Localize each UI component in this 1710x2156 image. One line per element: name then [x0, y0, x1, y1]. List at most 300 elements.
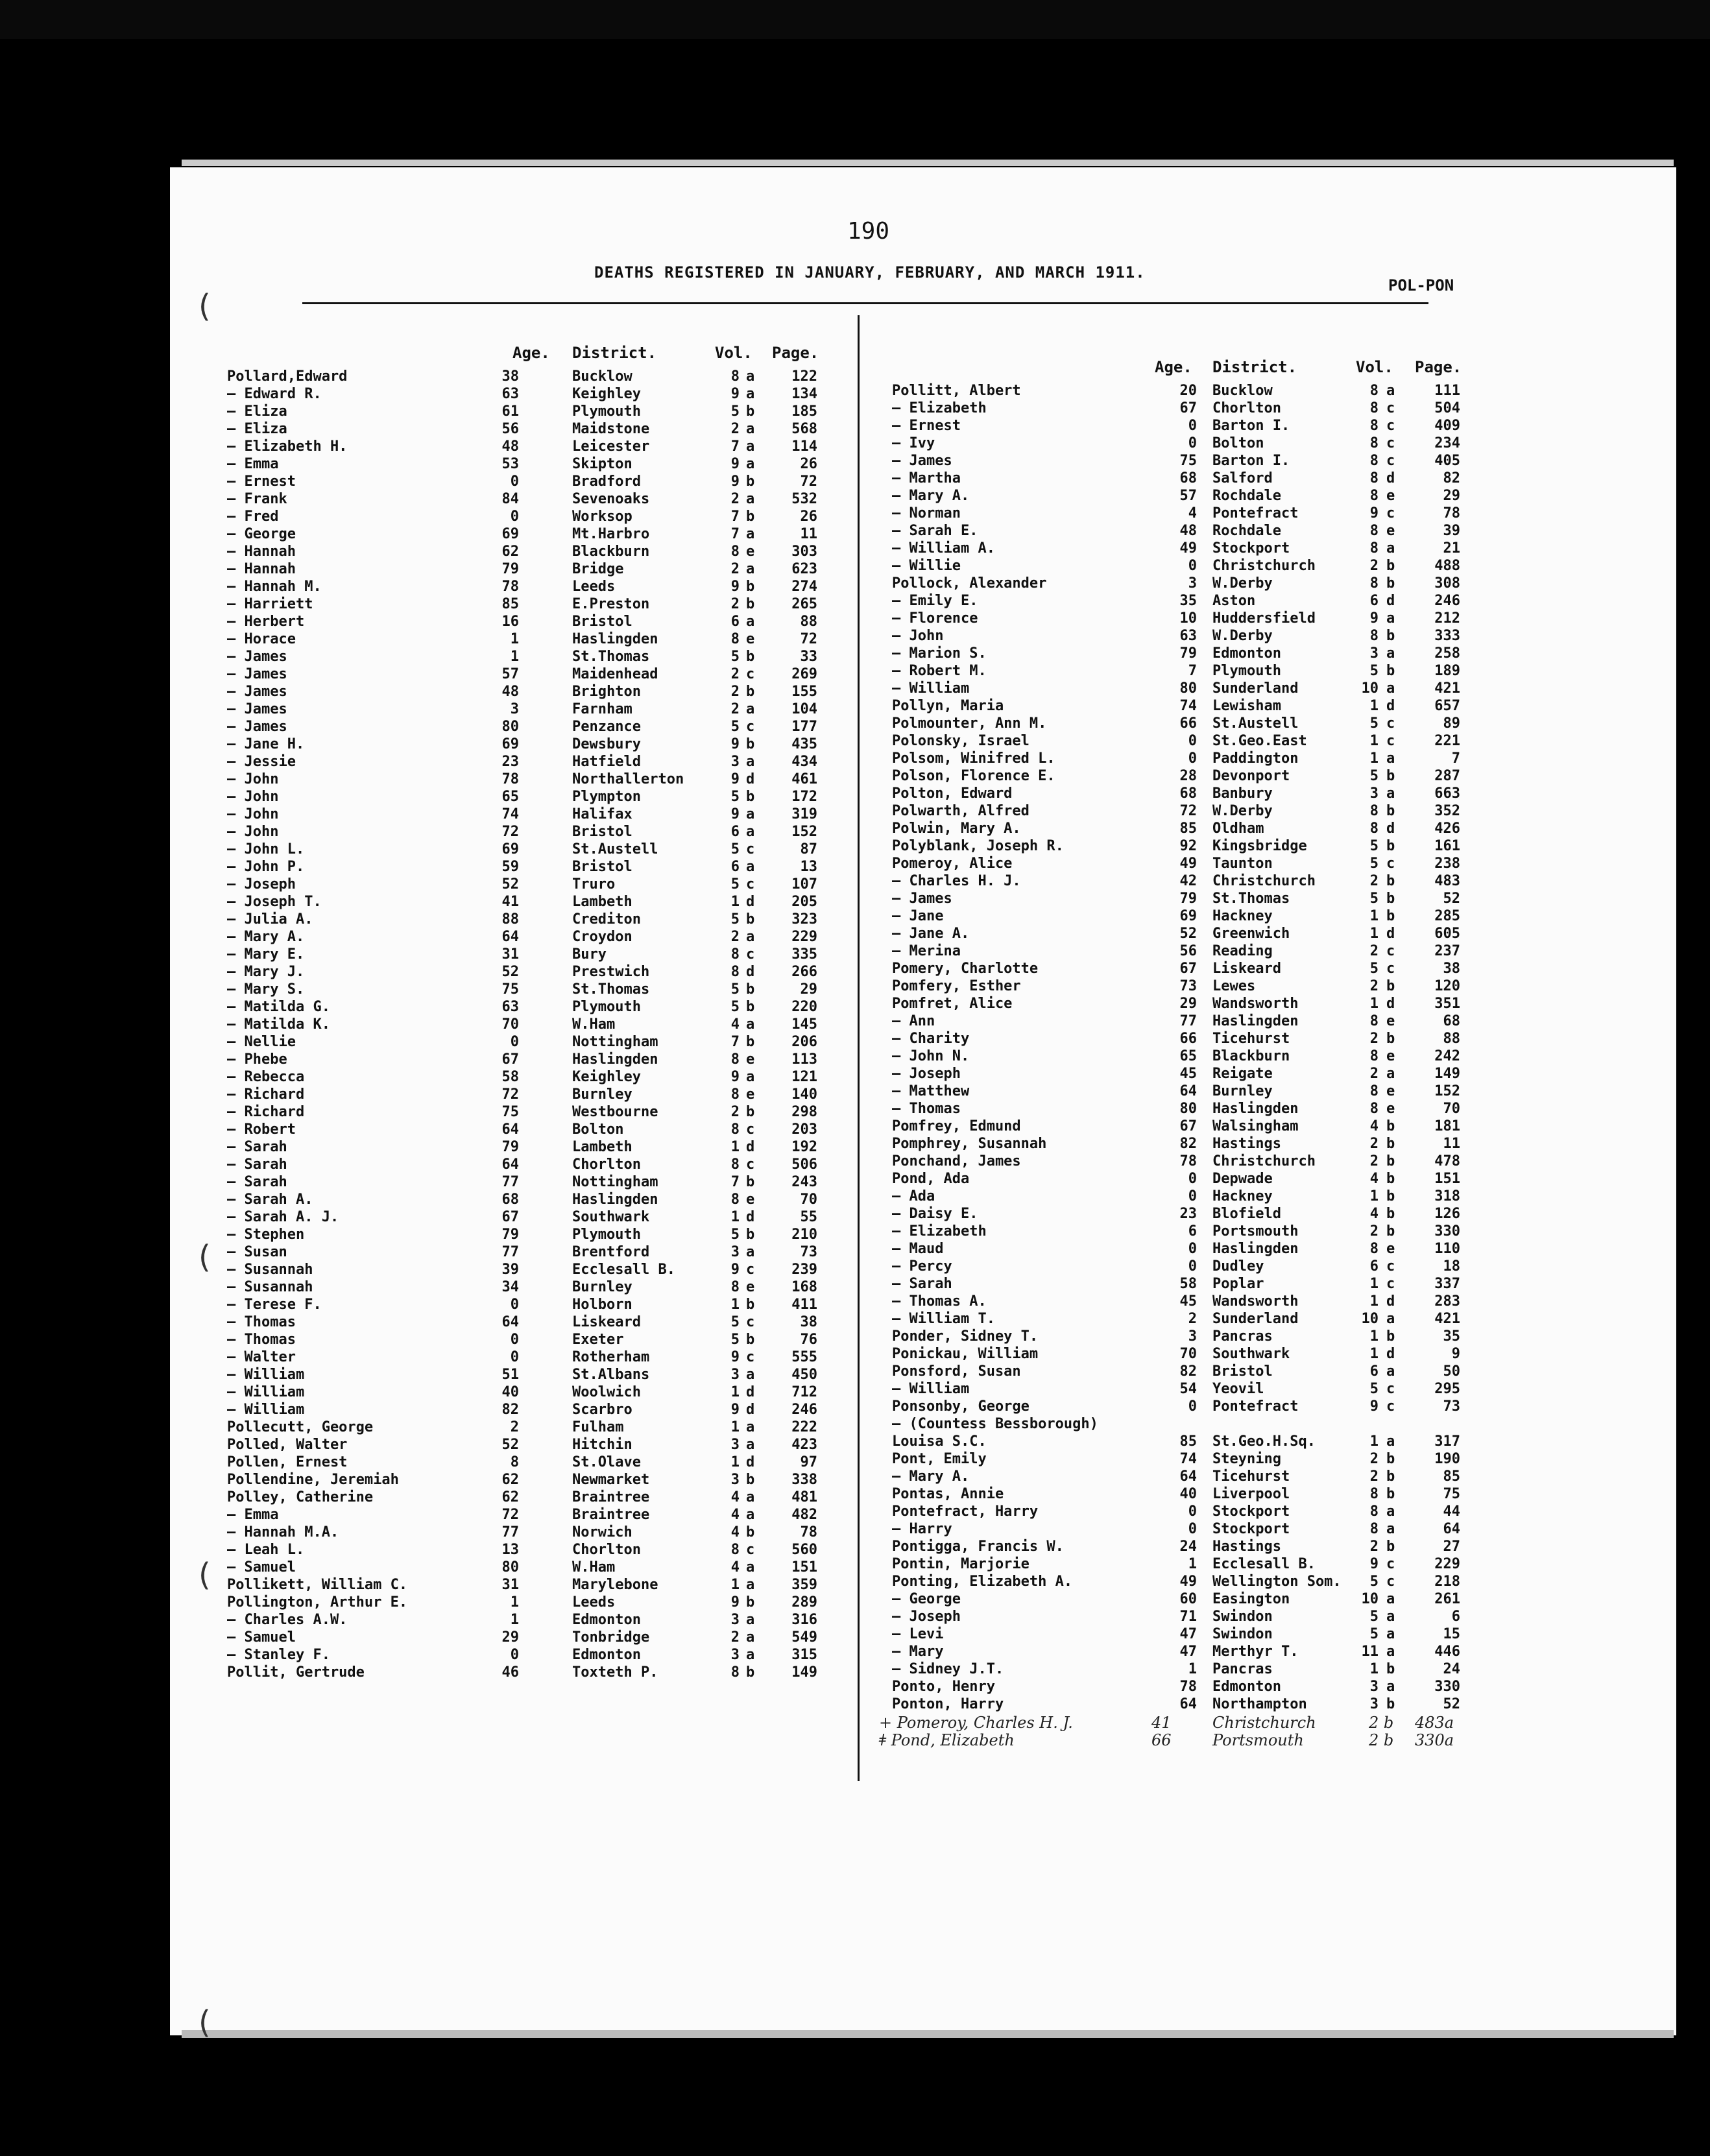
entry-name: Pollen, Ernest [227, 1454, 348, 1470]
entry-name: — Eliza [227, 403, 287, 420]
entry-vol-letter: b [746, 1227, 755, 1243]
entry-row [227, 1104, 843, 1121]
entry-page: 330 [1434, 1223, 1460, 1240]
entry-row [227, 1069, 843, 1086]
entry-vol-letter: d [746, 894, 755, 910]
entry-vol-number: 1 [1369, 996, 1379, 1012]
entry-vol-number: 5 [1369, 1574, 1379, 1590]
entry-vol-number: 1 [1369, 750, 1379, 767]
entry-district: Christchurch [1212, 1153, 1316, 1169]
entry-name: — James [892, 453, 952, 469]
entry-vol-number: 8 [730, 1664, 740, 1681]
entry-row [892, 1293, 1508, 1311]
entry-page: 218 [1434, 1574, 1460, 1590]
entry-district: Paddington [1212, 750, 1299, 767]
entry-district: St.Thomas [1212, 891, 1290, 907]
hand-vol: 2 b [1369, 1714, 1394, 1732]
entry-age: 52 [501, 876, 519, 892]
entry-row [892, 1031, 1508, 1048]
entry-page: 212 [1434, 610, 1460, 627]
entry-district: St.Thomas [572, 649, 650, 665]
entry-row [892, 1416, 1508, 1433]
entry-name: — Frank [227, 491, 287, 507]
entry-row [227, 894, 843, 911]
entry-age: 69 [501, 736, 519, 752]
entry-vol-letter: c [1386, 1398, 1395, 1415]
entry-district: Blackburn [572, 544, 650, 560]
entry-vol-number: 10 [1361, 680, 1379, 697]
entry-page: 78 [800, 1524, 817, 1540]
entry-row [892, 1258, 1508, 1276]
hand-district: Portsmouth [1212, 1731, 1304, 1749]
entry-page: 18 [1443, 1258, 1460, 1275]
entry-vol-letter: e [1386, 1013, 1395, 1029]
entry-row [227, 1174, 843, 1192]
entry-name: Ponchand, James [892, 1153, 1021, 1169]
entry-name: Pollock, Alexander [892, 575, 1047, 592]
entry-name: Pollard,Edward [227, 368, 348, 385]
entry-age: 78 [501, 579, 519, 595]
entry-age: 92 [1179, 838, 1197, 854]
entry-age: 62 [501, 1489, 519, 1505]
entry-name: — Jane [892, 908, 944, 924]
entry-row [227, 841, 843, 859]
entry-vol-letter: b [1386, 1223, 1395, 1240]
entry-row [892, 575, 1508, 593]
entry-name: — John [227, 771, 279, 787]
right-column [879, 358, 1508, 1749]
hand-name: ǂ Pond, Elizabeth [879, 1731, 1015, 1749]
entry-district: Blackburn [1212, 1048, 1290, 1064]
entry-vol-letter: a [1386, 1363, 1395, 1380]
entry-vol-letter: b [1386, 873, 1395, 889]
entry-age: 63 [501, 386, 519, 402]
entry-row [892, 1101, 1508, 1118]
entry-vol-number: 2 [1369, 873, 1379, 889]
entry-age: 57 [501, 666, 519, 682]
entry-district: Braintree [572, 1489, 650, 1505]
header-rule [302, 302, 1428, 304]
entry-row [892, 418, 1508, 435]
entry-age: 82 [501, 1402, 519, 1418]
entry-vol-number: 8 [1369, 1083, 1379, 1099]
entry-vol-letter: a [1386, 1679, 1395, 1695]
entry-row [227, 1524, 843, 1542]
entry-name: — Sarah [227, 1139, 287, 1155]
entry-row [227, 1612, 843, 1629]
column-headers [892, 358, 1508, 383]
entry-vol-number: 6 [1369, 1363, 1379, 1380]
entry-row [227, 403, 843, 421]
entry-age: 0 [510, 473, 519, 490]
entry-vol-number: 5 [730, 876, 740, 892]
entry-age: 74 [501, 806, 519, 822]
entry-age: 85 [501, 596, 519, 612]
entry-name: — Richard [227, 1104, 305, 1120]
entry-page: 289 [791, 1594, 817, 1611]
entry-vol-number: 8 [730, 1051, 740, 1068]
entry-page: 73 [800, 1244, 817, 1260]
entry-vol-letter: a [1386, 1521, 1395, 1537]
entry-vol-number: 10 [1361, 1591, 1379, 1607]
entry-vol-number: 5 [730, 841, 740, 857]
vol-header: Vol. [1356, 358, 1393, 376]
entry-page: 229 [1434, 1556, 1460, 1572]
entry-age: 56 [1179, 943, 1197, 959]
entry-page: 205 [791, 894, 817, 910]
entry-row [892, 1556, 1508, 1574]
entry-page: 560 [791, 1542, 817, 1558]
entry-name: — Elizabeth [892, 400, 987, 416]
entry-name: — Hannah M. [227, 579, 322, 595]
entry-vol-letter: a [746, 1629, 755, 1646]
entry-name: — Stanley F. [227, 1647, 330, 1663]
entry-name: — Marion S. [892, 645, 987, 662]
entry-vol-letter: e [746, 1279, 755, 1295]
entry-vol-letter: d [1386, 1293, 1395, 1310]
entry-vol-letter: e [1386, 1048, 1395, 1064]
entry-page: 506 [791, 1156, 817, 1173]
entry-name: — George [892, 1591, 961, 1607]
entry-row [227, 1034, 843, 1051]
entry-name: — James [227, 649, 287, 665]
entry-page: 113 [791, 1051, 817, 1068]
entry-page: 409 [1434, 418, 1460, 434]
entry-name: — Eliza [227, 421, 287, 437]
entry-age: 74 [1179, 698, 1197, 714]
entry-vol-number: 1 [730, 1577, 740, 1593]
entry-row [227, 771, 843, 789]
entry-vol-number: 5 [730, 403, 740, 420]
entry-page: 68 [1443, 1013, 1460, 1029]
entry-page: 435 [791, 736, 817, 752]
entry-vol-letter: c [746, 1156, 755, 1173]
entry-name: Pont, Emily [892, 1451, 987, 1467]
entry-row [892, 1363, 1508, 1381]
entry-page: 7 [1451, 750, 1460, 767]
entry-age: 54 [1179, 1381, 1197, 1397]
entry-vol-number: 8 [1369, 628, 1379, 644]
entry-row [892, 1013, 1508, 1031]
entry-district: Bolton [572, 1121, 624, 1138]
entry-vol-letter: b [1386, 1328, 1395, 1345]
entry-page: 283 [1434, 1293, 1460, 1310]
entry-name: — Mary A. [892, 1468, 970, 1485]
entry-vol-number: 8 [1369, 523, 1379, 539]
entry-age: 52 [501, 964, 519, 980]
entry-vol-number: 3 [730, 1612, 740, 1628]
entry-vol-number: 8 [730, 1542, 740, 1558]
entry-district: Plymouth [572, 1227, 641, 1243]
entry-district: Hatfield [572, 754, 641, 770]
entry-vol-letter: d [1386, 470, 1395, 486]
entry-district: Rochdale [1212, 523, 1281, 539]
entry-vol-letter: d [746, 1209, 755, 1225]
entry-page: 266 [791, 964, 817, 980]
entry-row [892, 961, 1508, 978]
entry-district: Steyning [1212, 1451, 1281, 1467]
entry-district: Tonbridge [572, 1629, 650, 1646]
entry-age: 49 [1179, 540, 1197, 557]
entry-district: Sevenoaks [572, 491, 650, 507]
entry-age: 63 [501, 999, 519, 1015]
entry-page: 121 [791, 1069, 817, 1085]
entry-district: Haslingden [1212, 1013, 1299, 1029]
entry-district: Nottingham [572, 1174, 658, 1190]
entry-district: Exeter [572, 1332, 624, 1348]
entry-district: Prestwich [572, 964, 650, 980]
entry-row [892, 680, 1508, 698]
entry-age: 49 [1179, 856, 1197, 872]
entry-vol-number: 8 [1369, 1486, 1379, 1502]
entry-vol-number: 4 [1369, 1118, 1379, 1134]
entry-page: 421 [1434, 680, 1460, 697]
entry-district: Edmonton [572, 1612, 641, 1628]
entry-name: — Susan [227, 1244, 287, 1260]
entry-row [892, 1153, 1508, 1171]
entry-page: 210 [791, 1227, 817, 1243]
entry-vol-letter: d [1386, 926, 1395, 942]
entry-name: Pollit, Gertrude [227, 1664, 365, 1681]
entry-age: 35 [1179, 593, 1197, 609]
entry-vol-number: 5 [730, 1227, 740, 1243]
entry-name: — Ada [892, 1188, 935, 1204]
entry-vol-number: 2 [730, 561, 740, 577]
entry-vol-number: 9 [730, 579, 740, 595]
entry-vol-letter: b [1386, 1031, 1395, 1047]
entry-vol-letter: e [1386, 523, 1395, 539]
entry-row [892, 1311, 1508, 1328]
entry-age: 48 [501, 684, 519, 700]
entry-district: Plymouth [1212, 663, 1281, 679]
entry-district: W.Ham [572, 1016, 616, 1033]
entry-vol-number: 8 [730, 544, 740, 560]
entry-page: 9 [1451, 1346, 1460, 1362]
entry-district: Swindon [1212, 1626, 1273, 1642]
entry-age: 0 [1188, 418, 1197, 434]
entry-page: 220 [791, 999, 817, 1015]
entry-vol-number: 9 [730, 473, 740, 490]
entry-age: 52 [1179, 926, 1197, 942]
entry-vol-letter: d [1386, 820, 1395, 837]
entry-age: 79 [501, 1227, 519, 1243]
page-header: Page. [772, 344, 819, 362]
entry-vol-number: 8 [1369, 418, 1379, 434]
entry-vol-letter: a [1386, 610, 1395, 627]
entry-vol-letter: e [746, 544, 755, 560]
entry-district: Haslingden [1212, 1101, 1299, 1117]
entry-row [892, 558, 1508, 575]
entry-district: St.Geo.H.Sq. [1212, 1433, 1316, 1450]
entry-page: 317 [1434, 1433, 1460, 1450]
entry-name: — Daisy E. [892, 1206, 978, 1222]
entry-row [227, 876, 843, 894]
entry-page: 229 [791, 929, 817, 945]
entry-vol-number: 5 [730, 649, 740, 665]
entry-name: — James [227, 666, 287, 682]
entry-age: 75 [1179, 453, 1197, 469]
entry-vol-number: 1 [730, 1384, 740, 1400]
entry-age: 31 [501, 946, 519, 963]
entry-name: — John [227, 806, 279, 822]
entry-row [227, 1051, 843, 1069]
entry-name: — Charles A.W. [227, 1612, 348, 1628]
entry-vol-letter: a [746, 561, 755, 577]
entry-row [227, 1384, 843, 1402]
entry-vol-number: 8 [1369, 453, 1379, 469]
entry-vol-letter: b [746, 649, 755, 665]
entry-district: Truro [572, 876, 616, 892]
entry-name: Polsom, Winifred L. [892, 750, 1055, 767]
entry-row [227, 684, 843, 701]
entry-vol-number: 8 [1369, 1503, 1379, 1520]
entry-vol-number: 2 [1369, 1136, 1379, 1152]
entry-page: 238 [1434, 856, 1460, 872]
entry-district: Keighley [572, 386, 641, 402]
entry-row [892, 1644, 1508, 1661]
entry-district: Haslingden [1212, 1241, 1299, 1257]
entry-district: W.Derby [1212, 628, 1273, 644]
entry-vol-number: 8 [730, 1192, 740, 1208]
entry-district: Wellington Som. [1212, 1574, 1342, 1590]
entry-row [227, 491, 843, 509]
entry-row [227, 1086, 843, 1104]
entry-page: 6 [1451, 1609, 1460, 1625]
entry-vol-letter: b [1386, 1171, 1395, 1187]
entry-vol-number: 2 [1369, 943, 1379, 959]
entry-age: 47 [1179, 1626, 1197, 1642]
entry-vol-number: 4 [730, 1524, 740, 1540]
entry-page: 237 [1434, 943, 1460, 959]
entry-district: Leicester [572, 438, 650, 455]
entry-vol-letter: c [1386, 715, 1395, 732]
entry-row [892, 645, 1508, 663]
entry-age: 64 [1179, 1696, 1197, 1712]
entry-district: Southwark [572, 1209, 650, 1225]
entry-row [227, 999, 843, 1016]
entry-vol-letter: c [1386, 943, 1395, 959]
entry-district: W.Derby [1212, 803, 1273, 819]
entry-vol-letter: b [1386, 1451, 1395, 1467]
entry-age: 70 [501, 1016, 519, 1033]
entry-row [227, 789, 843, 806]
scan-top-border [0, 0, 1710, 39]
entry-vol-letter: a [746, 1419, 755, 1435]
entry-row [892, 1539, 1508, 1556]
entry-row [892, 453, 1508, 470]
entry-vol-letter: d [1386, 593, 1395, 609]
entry-age: 1 [510, 1612, 519, 1628]
entry-vol-letter: c [1386, 435, 1395, 451]
entry-page: 152 [1434, 1083, 1460, 1099]
entry-page: 140 [791, 1086, 817, 1103]
entry-name: — William [892, 680, 970, 697]
entry-vol-letter: c [746, 1262, 755, 1278]
entry-district: Keighley [572, 1069, 641, 1085]
entry-name: — Willie [892, 558, 961, 574]
entry-vol-letter: c [1386, 505, 1395, 521]
entry-name: — Hannah M.A. [227, 1524, 339, 1540]
entry-age: 79 [501, 561, 519, 577]
entry-vol-number: 9 [730, 386, 740, 402]
entry-district: Nottingham [572, 1034, 658, 1050]
entry-name: — Terese F. [227, 1297, 322, 1313]
entry-page: 352 [1434, 803, 1460, 819]
entry-page: 319 [791, 806, 817, 822]
entry-age: 42 [1179, 873, 1197, 889]
entry-row [227, 824, 843, 841]
entry-district: Liverpool [1212, 1486, 1290, 1502]
entry-page: 189 [1434, 663, 1460, 679]
entry-row [892, 715, 1508, 733]
entry-name: — Richard [227, 1086, 305, 1103]
entry-row [892, 1223, 1508, 1241]
entry-row [892, 1188, 1508, 1206]
entry-row [892, 1206, 1508, 1223]
entry-district: Swindon [1212, 1609, 1273, 1625]
entry-vol-letter: b [746, 1594, 755, 1611]
entry-vol-number: 5 [1369, 1626, 1379, 1642]
entry-name: — Ernest [227, 473, 296, 490]
entry-vol-letter: a [1386, 1433, 1395, 1450]
entry-name: Polson, Florence E. [892, 768, 1055, 784]
entry-name: — Susannah [227, 1262, 313, 1278]
entry-vol-letter: b [746, 981, 755, 998]
entry-page: 134 [791, 386, 817, 402]
entry-page: 177 [791, 719, 817, 735]
entry-row [892, 698, 1508, 715]
entry-vol-number: 5 [730, 1314, 740, 1330]
entry-row [892, 803, 1508, 820]
entry-district: Merthyr T. [1212, 1644, 1299, 1660]
entry-vol-letter: b [746, 579, 755, 595]
entry-vol-letter: b [746, 1472, 755, 1488]
entry-page: 152 [791, 824, 817, 840]
entry-page: 405 [1434, 453, 1460, 469]
entry-page: 70 [800, 1192, 817, 1208]
entry-vol-letter: c [1386, 1276, 1395, 1292]
entry-vol-number: 8 [1369, 1048, 1379, 1064]
entry-page: 88 [800, 614, 817, 630]
entry-district: Sunderland [1212, 680, 1299, 697]
entry-row [227, 1647, 843, 1664]
entry-age: 79 [1179, 645, 1197, 662]
entry-district: E.Preston [572, 596, 650, 612]
entry-page: 481 [791, 1489, 817, 1505]
entry-page: 120 [1434, 978, 1460, 994]
entry-vol-number: 2 [1369, 1468, 1379, 1485]
entry-district: Edmonton [1212, 645, 1281, 662]
entry-name: — Thomas [892, 1101, 961, 1117]
entry-age: 64 [1179, 1468, 1197, 1485]
entry-page: 246 [1434, 593, 1460, 609]
entry-vol-number: 3 [1369, 645, 1379, 662]
entry-age: 49 [1179, 1574, 1197, 1590]
entry-vol-number: 3 [730, 1472, 740, 1488]
entry-name: — Hannah [227, 561, 296, 577]
entry-district: Kingsbridge [1212, 838, 1307, 854]
entry-page: 168 [791, 1279, 817, 1295]
entry-row [227, 1314, 843, 1332]
entry-row [892, 383, 1508, 400]
entry-row [227, 421, 843, 438]
entry-age: 60 [1179, 1591, 1197, 1607]
entry-row [227, 386, 843, 403]
entry-vol-letter: a [746, 526, 755, 542]
entry-name: Pollyn, Maria [892, 698, 1004, 714]
entry-page: 206 [791, 1034, 817, 1050]
entry-page: 287 [1434, 768, 1460, 784]
